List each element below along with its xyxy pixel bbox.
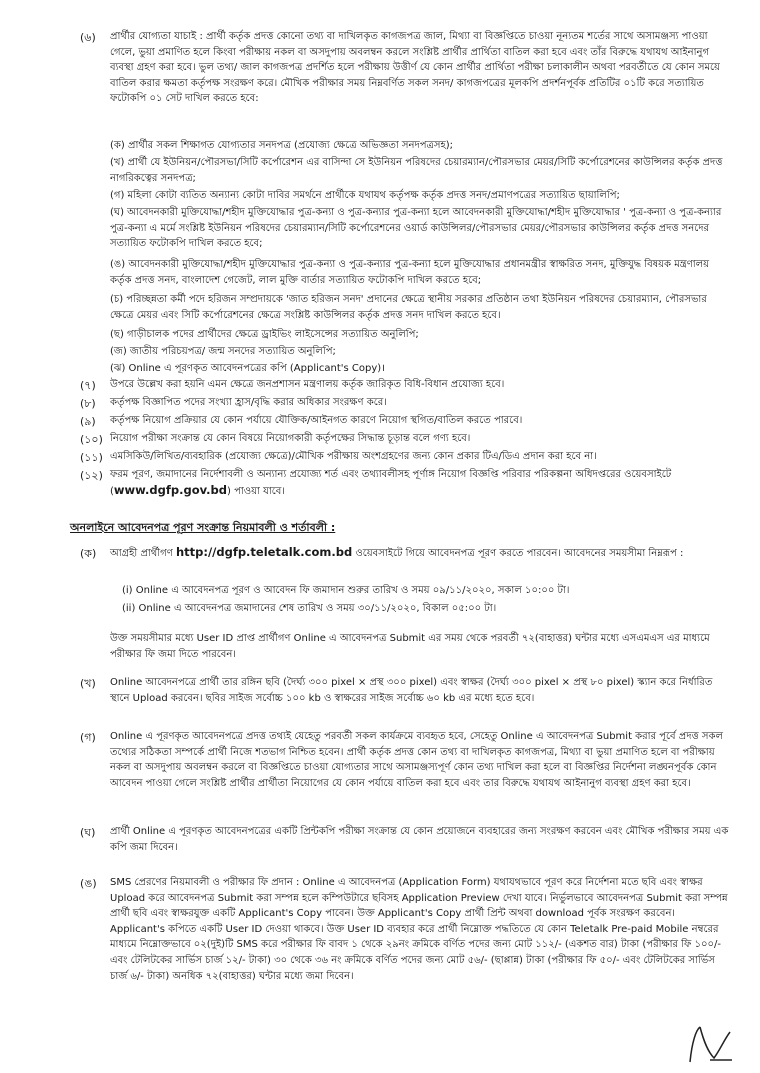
item-text: প্রার্থীর যোগ্যতা যাচাই : প্রার্থী কর্তৃক প্রদত্ত কোনো তথ্য বা দাখিলকৃত কাগজপত্র জাল, মিথ্যা বা বিজ্ঞপ্তিতে চাওয়া নূন্যতম শর্তের সাথে অসামঞ্জস্য পাওয়া গেলে, ভুয়া প্রমাণিত হলে কিংবা পরীক্ষায় নকল বা অসদুপায় অবলম্বন করলে সংশ্লিষ্ট প্রার্থীর প্রার্থিতা বাতিল করা হবে এবং তাঁর বিরুদ্ধে যথাযথ আইনানুগ ব্যবস্থা গ্রহণ করা হবে। ভুল তথ্য/ জাল কাগজপত্র প্রদর্শিত হলে পরীক্ষায় উত্তীর্ণ যে কোন প্রার্থীর প্রার্থিতা পরীক্ষা চলাকালীন অথবা পরবর্তীতে যে কোন সময়ে বাতিল করার ক্ষমতা কর্তৃপক্ষ সংরক্ষণ করে। মৌখিক পরীক্ষার সময় নিম্নবর্ণিত সকল সনদ/ কাগজপত্রের মূলকপি প্রদর্শনপূর্বক প্রতিটির ০১টি করে সত্যায়িত ফটোকপি ০১ সেট দাখিল করতে হবে:: [110, 31, 720, 105]
signature-mark: [680, 1022, 740, 1067]
online-item-text: [110, 545, 730, 562]
online-note: উক্ত সময়সীমার মধ্যে User ID প্রাপ্ত প্রার্থীগণ Online এ আবেদনপত্র Submit এর সময় থেকে পরবর্তী ৭২(বাহাত্তর) ঘন্টার মধ্যে এসএমএস এর মাধ্যমে পরীক্ষার ফি জমা দিতে পারবেন।: [110, 633, 710, 660]
subitem: (গ) মহিলা কোটা ব্যতিত অন্যান্য কোটা দাবির সমর্থনে প্রার্থীকে যথাযথ কর্তৃপক্ষ কর্তৃক প্রদত্ত সনদ/প্রমাণপত্রের সত্যায়িত ছায়ালিপি;: [110, 190, 620, 201]
subitem: (ঙ) আবেদনকারী মুক্তিযোদ্ধা/শহীদ মুক্তিযোদ্ধার পুত্র-কন্যা ও পুত্র-কন্যার পুত্র-কন্যা হলে মুক্তিযোদ্ধার প্রধানমন্ত্রীর স্বাক্ষরিত সনদ, মুক্তিযুদ্ধ বিষয়ক মন্ত্রণালয় কর্তৃক প্রদত্ত সনদ, বাংলাদেশ গেজেট, লাল মুক্তি বার্তার সত্যায়িত ফটোকপি দাখিল করতে হবে;: [110, 259, 710, 286]
item-number: (৬): [80, 31, 96, 44]
ka-post: ওয়েবসাইটে গিয়ে আবেদনপত্র পূরণ করতে পারবেন। আবেদনের সময়সীমা নিম্নরূপ :: [352, 548, 684, 559]
item-number: (৯): [80, 415, 96, 428]
subitem: (ঝ) Online এ পূরণকৃত আবেদনপত্রের কপি (Applicant's Copy)।: [110, 363, 385, 374]
online-item-number: (ঘ): [80, 826, 96, 839]
subitem: (ঘ) আবেদনকারী মুক্তিযোদ্ধা/শহীদ মুক্তিযোদ্ধার পুত্র-কন্যা ও পুত্র-কন্যার পুত্র-কন্যা হলে আবেদনকারী মুক্তিযোদ্ধা/শহীদ মুক্তিযোদ্ধার ' পুত্র-কন্যা ও পুত্র-কন্যার পুত্র-কন্যা এ মর্মে সংশ্লিষ্ট ইউনিয়ন পরিষদের চেয়ারম্যান/সিটি কর্পোরেশনের ওয়ার্ড কাউন্সিলর/পৌরসভার মেয়র/পৌরসভার কাউন্সিলর কর্তৃক প্রদত্ত সনদের সত্যায়িত ফটোকপি দাখিল করতে হবে;: [110, 207, 722, 250]
item-text-body: ফরম পূরণ, জমাদানের নির্দেশাবলী ও অন্যান্য প্রযোজ্য শর্ত এবং তথ্যাবলীসহ পূর্ণাঙ্গ নিয়োগ বিজ্ঞপ্তি পরিবার পরিকল্পনা অধিদপ্তরের ওয়েবসাইটে: [110, 469, 672, 480]
subitem: (খ) প্রার্থী যে ইউনিয়ন/পৌরসভা/সিটি কর্পোরেশন এর বাসিন্দা সে ইউনিয়ন পরিষদের চেয়ারম্যান/পৌরসভার মেয়র/সিটি কর্পোরেশনের কাউন্সিলর কর্তৃক প্রদত্ত নাগরিকত্বের সনদপত্র;: [110, 157, 723, 184]
online-item-text: Online এ পূরণকৃত আবেদনপত্রে প্রদত্ত তথ্যই যেহেতু পরবর্তী সকল কার্যক্রমে ব্যবহৃত হবে, সেহেতু Online এ আবেদনপত্র Submit করার পূর্বে প্রদত্ত সকল তথ্যের সঠিকতা সম্পর্কে প্রার্থী নিজে শতভাগ নিশ্চিত হবেন। প্রার্থী কর্তৃক প্রদত্ত কোন তথ্য বা দাখিলকৃত কাগজপত্র, মিথ্যা বা ভুয়া প্রমাণিত হলে বা পরীক্ষায় নকল বা অসদুপায় অবলম্বন করলে বা বিজ্ঞপ্তিতে চাওয়া যোগ্যতার সাথে অসামঞ্জস্যপূর্ণ কোন তথ্য দাখিল করা হলে বা বিজ্ঞপ্তির নির্দেশনা লঙ্ঘনপূর্বক কোন আবেদন পাওয়া গেলে সংশ্লিষ্ট প্রার্থীর প্রার্থীতা নিয়োগের যে কোন পর্যায়ে বাতিল করা হবে এবং তার বিরুদ্ধে যথাযথ আইনানুগ ব্যবস্থা গ্রহণ করা হবে।: [110, 731, 723, 789]
online-item-text: প্রার্থী Online এ পূরণকৃত আবেদনপত্রের একটি প্রিন্টকপি পরীক্ষা সংক্রান্ত যে কোন প্রয়োজনে ব্যবহারের জন্য সংরক্ষণ করবেন এবং মৌখিক পরীক্ষার সময় এক কপি জমা দিবেন।: [110, 826, 729, 853]
item-text: ফরম পূরণ, জমাদানের নির্দেশাবলী ও অন্যান্য প্রযোজ্য শর্ত এবং তথ্যাবলীসহ পূর্ণাঙ্গ নিয়োগ বিজ্ঞপ্তি পরিবার পরিকল্পনা অধিদপ্তরের ওয়েবসাইটে (www.dgfp.gov.bd) পাওয়া যাবে।: [110, 469, 672, 497]
item-number: (১১): [80, 451, 103, 464]
item-text: নিয়োগ পরীক্ষা সংক্রান্ত যে কোন বিষয়ে নিয়োগকারী কর্তৃপক্ষের সিদ্ধান্ত চূড়ান্ত বলে গণ্য হবে।: [110, 433, 471, 444]
online-item-number: (গ): [80, 731, 96, 744]
subitem: (ছ) গাড়ীচালক পদের প্রার্থীদের ক্ষেত্রে ড্রাইভিং লাইসেন্সের সত্যায়িত অনুলিপি;: [110, 329, 419, 340]
section-title: অনলাইনে আবেদনপত্র পূরণ সংক্রান্ত নিয়মাবলী ও শর্তাবলী :: [70, 521, 336, 534]
item-number: (১০): [80, 433, 103, 446]
online-end-date: (ii) Online এ আবেদনপত্র জমাদানের শেষ তারিখ ও সময় ৩০/১১/২০২০, বিকাল ০৫:০০ টা।: [122, 603, 497, 614]
teletalk-link[interactable]: http://dgfp.teletalk.com.bd: [175, 545, 353, 559]
item-text: উপরে উল্লেখ করা হয়নি এমন ক্ষেত্রে জনপ্রশাসন মন্ত্রণালয় কর্তৃক জারিকৃত বিধি-বিধান প্রযোজ্য হবে।: [110, 379, 505, 390]
item-number: (১২): [80, 469, 103, 482]
ka-pre: আগ্রহী প্রার্থীগণ: [110, 548, 176, 559]
item-text-tail: পাওয়া যাবে।: [230, 485, 285, 497]
item-number: (৭): [80, 379, 96, 392]
online-item-number: (খ): [80, 677, 96, 690]
item-text: কর্তৃপক্ষ বিজ্ঞাপিত পদের সংখ্যা হ্রাস/বৃদ্ধি করার অধিকার সংরক্ষণ করে।: [110, 397, 387, 408]
subitem: (চ) পরিচ্ছন্নতা কর্মী পদে হরিজন সম্প্রদায়কে 'জাত হরিজন সনদ' প্রদানের ক্ষেত্রে স্থানীয় সরকার প্রতিষ্ঠান তথা ইউনিয়ন পরিষদের চেয়ারম্যান, পৌরসভার ক্ষেত্রে মেয়র এবং সিটি কর্পোরেশনের ক্ষেত্রে সংশ্লিষ্ট কাউন্সিলর কর্তৃক প্রদত্ত সনদ দাখিল করতে হবে।: [110, 294, 707, 321]
online-item-text: Online আবেদনপত্রে প্রার্থী তার রঙ্গিন ছবি (দৈর্ঘ্য ৩০০ pixel × প্রস্থ ৩০০ pixel) এবং স্বাক্ষর (দৈর্ঘ্য ৩০০ pixel × প্রস্থ ৮০ pixel) স্ক্যান করে নির্ধারিত স্থানে Upload করবেন। ছবির সাইজ সর্বোচ্চ ১০০ kb ও স্বাক্ষরের সাইজ সর্বোচ্চ ৬০ kb এর মধ্যে হতে হবে।: [110, 677, 713, 704]
item-number: (৮): [80, 397, 96, 410]
dgfp-website-link[interactable]: www.dgfp.gov.bd: [113, 482, 228, 497]
online-item-number: (ঙ): [80, 877, 97, 890]
item-text: এমসিকিউ/লিখিত/ব্যবহারিক (প্রযোজ্য ক্ষেত্রে)/মৌখিক পরীক্ষায় অংশগ্রহণের জন্য কোন প্রকার টিএ/ডিএ প্রদান করা হবে না।: [110, 451, 597, 462]
subitem: (ক) প্রার্থীর সকল শিক্ষাগত যোগ্যতার সনদপত্র (প্রযোজ্য ক্ষেত্রে অভিজ্ঞতা সনদপত্রসহ);: [110, 140, 453, 151]
item-text: কর্তৃপক্ষ নিয়োগ প্রক্রিয়ার যে কোন পর্যায়ে যৌক্তিক/আইনগত কারণে নিয়োগ স্থগিত/বাতিল করতে পারবে।: [110, 415, 523, 426]
online-item-number: (ক): [80, 547, 97, 560]
online-item-text: SMS প্রেরণের নিয়মাবলী ও পরীক্ষার ফি প্রদান : Online এ আবেদনপত্র (Application Form) যথাযথভাবে পূরণ করে নির্দেশনা মতে ছবি এবং স্বাক্ষর Upload করে আবেদনপত্র Submit করা সম্পন্ন হলে কম্পিউটারে ছবিসহ Application Preview দেখা যাবে। নির্ভুলভাবে আবেদনপত্র Submit করা সম্পন্ন প্রার্থী ছবি এবং স্বাক্ষরযুক্ত একটি Applicant's Copy পাবেন। উক্ত Applicant's Copy প্রার্থী প্রিন্ট অথবা download পূর্বক সংরক্ষণ করবেন। Applicant's কপিতে একটি User ID দেওয়া থাকবে। উক্ত User ID ব্যবহার করে প্রার্থী নিম্নোক্ত পদ্ধতিতে যে কোন Teletalk Pre-paid Mobile নম্বরের মাধ্যমে নিম্নোক্তভাবে ০২(দুই)টি SMS করে পরীক্ষার ফি বাবদ ১ থেকে ২৯নং ক্রমিকে বর্ণিত পদের জন্য মোট ১১২/- (একশত বার) টাকা (পরীক্ষার ফি ১০০/- এবং টেলিটকের সার্ভিস চার্জ ১২/- টাকা) ৩০ থেকে ৩৬ নং ক্রমিকে বর্ণিত পদের জন্য মোট ৫৬/- (ছাপ্পান্ন) টাকা (পরীক্ষার ফি ৫০/- এবং টেলিটকের সার্ভিস চার্জ ৬/- টাকা) অনধিক ৭২(বাহাত্তর) ঘন্টার মধ্যে জমা দিবেন।: [110, 877, 728, 982]
online-start-date: (i) Online এ আবেদনপত্র পূরণ ও আবেদন ফি জমাদান শুরুর তারিখ ও সময় ০৯/১১/২০২০, সকাল ১০:০০ টা।: [122, 585, 570, 596]
subitem: (জ) জাতীয় পরিচয়পত্র/ জন্ম সনদের সত্যায়িত অনুলিপি;: [110, 346, 336, 357]
